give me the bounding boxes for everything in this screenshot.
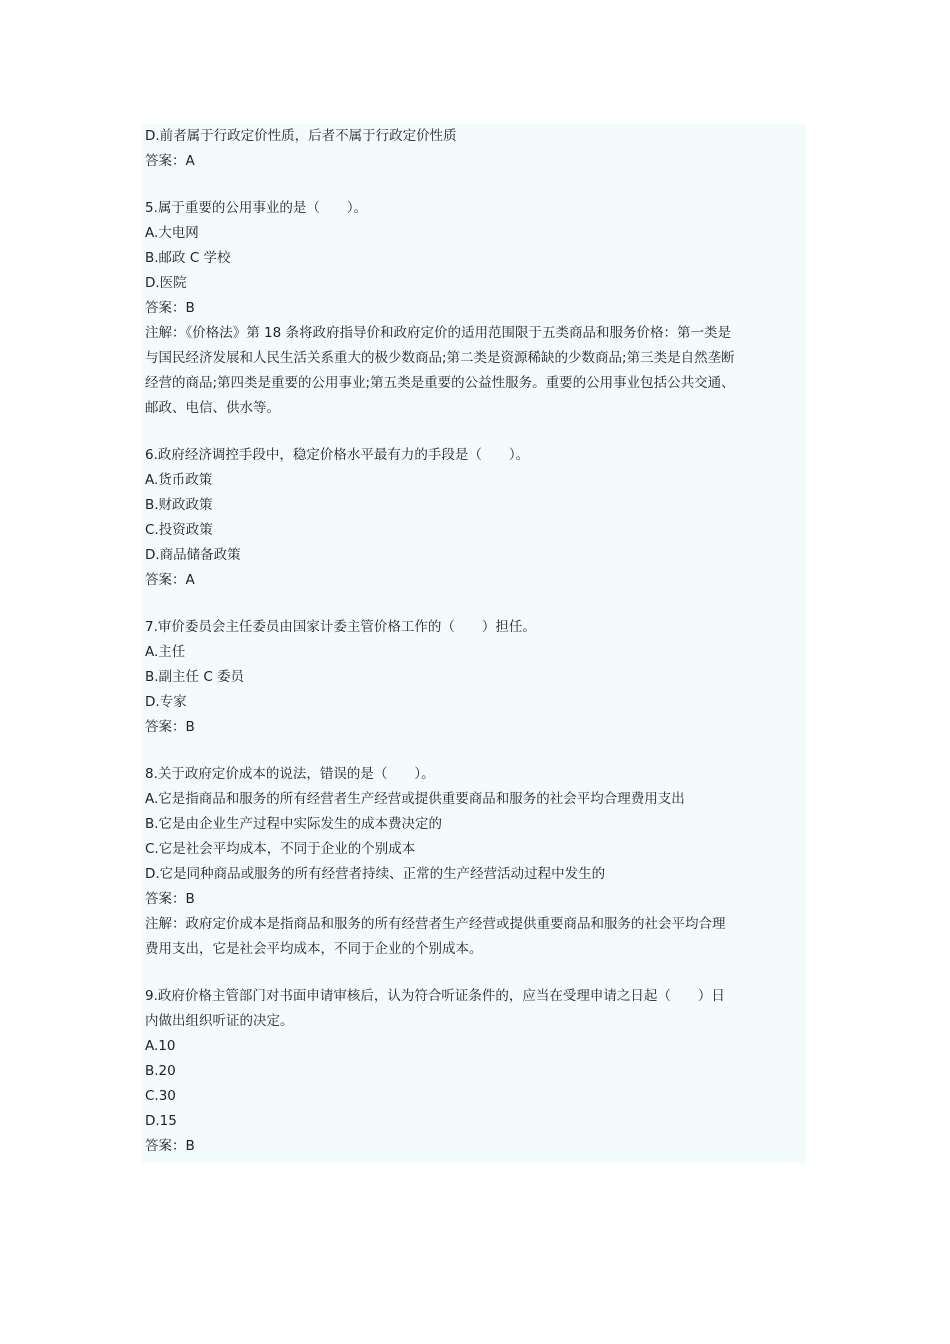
text-line: 注解：政府定价成本是指商品和服务的所有经营者生产经营或提供重要商品和服务的社会平均合理: [145, 916, 726, 932]
text-line: B.财政政策: [145, 497, 213, 513]
text-line: D.专家: [145, 694, 187, 710]
text-line: 8.关于政府定价成本的说法，错误的是（ ）。: [145, 766, 435, 782]
text-line: 答案：A: [145, 153, 195, 169]
text-line: 答案：B: [145, 1138, 195, 1154]
text-line: 答案：B: [145, 300, 195, 316]
text-line: 答案：B: [145, 891, 195, 907]
text-line: B.副主任 C 委员: [145, 669, 245, 685]
text-line: C.30: [145, 1088, 176, 1104]
text-line: D.商品储备政策: [145, 547, 241, 563]
block-gap: [145, 962, 806, 984]
question-block: [145, 984, 806, 1159]
text-line: 与国民经济发展和人民生活关系重大的极少数商品;第二类是资源稀缺的少数商品;第三类是自然垄断: [145, 350, 735, 366]
text-line: 答案：B: [145, 719, 195, 735]
text-line: 答案：A: [145, 572, 195, 588]
text-line: A.大电网: [145, 225, 199, 241]
question-content: [142, 124, 806, 1163]
text-line: 经营的商品;第四类是重要的公用事业;第五类是重要的公益性服务。重要的公用事业包括公共交通、: [145, 375, 735, 391]
text-line: C.投资政策: [145, 522, 213, 538]
question-block: [145, 443, 806, 593]
text-line: 内做出组织听证的决定。: [145, 1013, 294, 1029]
text-line: A.货币政策: [145, 472, 213, 488]
text-line: D.15: [145, 1113, 177, 1129]
block-gap: [145, 421, 806, 443]
text-line: 6.政府经济调控手段中，稳定价格水平最有力的手段是（ ）。: [145, 447, 530, 463]
text-line: B.邮政 C 学校: [145, 250, 231, 266]
text-line: D.它是同种商品或服务的所有经营者持续、正常的生产经营活动过程中发生的: [145, 866, 606, 882]
text-line: A.主任: [145, 644, 186, 660]
text-line: C.它是社会平均成本，不同于企业的个别成本: [145, 841, 416, 857]
text-line: 7.审价委员会主任委员由国家计委主管价格工作的（ ）担任。: [145, 619, 536, 635]
text-line: D.前者属于行政定价性质，后者不属于行政定价性质: [145, 128, 457, 144]
text-line: 5.属于重要的公用事业的是（ ）。: [145, 200, 368, 216]
text-line: 9.政府价格主管部门对书面申请审核后，认为符合听证条件的，应当在受理申请之日起（ ）日: [145, 988, 725, 1004]
question-block: [145, 124, 806, 174]
text-line: B.它是由企业生产过程中实际发生的成本费决定的: [145, 816, 443, 832]
text-line: 邮政、电信、供水等。: [145, 400, 280, 416]
question-block: [145, 762, 806, 962]
block-gap: [145, 593, 806, 615]
text-line: B.20: [145, 1063, 176, 1079]
text-line: 费用支出，它是社会平均成本，不同于企业的个别成本。: [145, 941, 483, 957]
text-line: A.它是指商品和服务的所有经营者生产经营或提供重要商品和服务的社会平均合理费用支出: [145, 791, 685, 807]
text-line: A.10: [145, 1038, 176, 1054]
block-gap: [145, 740, 806, 762]
question-block: [145, 615, 806, 740]
block-gap: [145, 174, 806, 196]
text-line: 注解：《价格法》第 18 条将政府指导价和政府定价的适用范围限于五类商品和服务价格：第一类是: [145, 325, 732, 341]
question-block: [145, 196, 806, 421]
text-line: D.医院: [145, 275, 187, 291]
